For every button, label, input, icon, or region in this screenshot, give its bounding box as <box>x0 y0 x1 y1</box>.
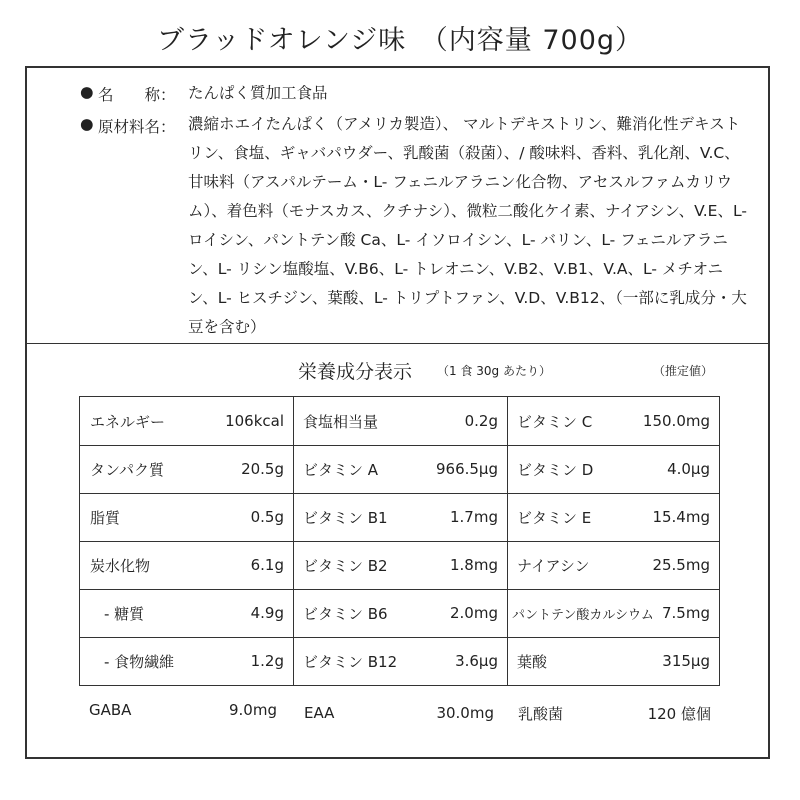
nutrient-value: 966.5μg <box>435 460 498 478</box>
nutrient-value: 6.1g <box>250 556 284 574</box>
estimated-note: （推定値） <box>653 364 714 378</box>
serving-size: （1 食 30g あたり） <box>437 364 551 378</box>
nutrient-cell <box>517 493 710 541</box>
nutrient-value: 30.0mg <box>436 704 494 722</box>
bullet-icon: ● <box>80 83 94 101</box>
nutrient-name: - 食物繊維 <box>104 652 175 671</box>
nutrient-value: 1.7mg <box>450 508 498 526</box>
nutrient-cell <box>517 637 710 685</box>
nutrient-value: 25.5mg <box>652 556 710 574</box>
nutrient-value: 0.2g <box>464 412 498 430</box>
nutrient-cell <box>90 541 284 589</box>
nutrient-value: 4.9g <box>250 604 284 622</box>
nutrient-name: パントテン酸カルシウム <box>512 607 654 623</box>
nutrient-value: 9.0mg <box>229 701 277 719</box>
nutrient-name: ビタミン B1 <box>303 508 388 527</box>
page-title: ブラッドオレンジ味 （内容量 700g） <box>156 25 644 56</box>
nutrient-cell <box>517 541 710 589</box>
nutrient-name: タンパク質 <box>90 460 164 479</box>
nutrient-value: 1.2g <box>250 652 284 670</box>
product-name-row <box>80 83 760 105</box>
nutrient-value: 150.0mg <box>642 412 710 430</box>
nutrient-value: 106kcal <box>225 412 284 430</box>
section-divider <box>25 343 770 344</box>
nutrient-cell <box>90 589 284 637</box>
nutrient-cell <box>90 445 284 493</box>
nutrient-cell <box>517 397 710 445</box>
extra-nutrient <box>304 698 494 728</box>
nutrient-name: エネルギー <box>90 412 166 431</box>
nutrient-value: 1.8mg <box>450 556 498 574</box>
nutrient-name: ナイアシン <box>517 556 590 575</box>
nutrient-name: ビタミン B6 <box>303 604 388 623</box>
extra-nutrient <box>518 698 711 728</box>
nutrient-cell <box>90 397 284 445</box>
nutrient-cell <box>90 493 284 541</box>
nutrient-value: 20.5g <box>241 460 284 478</box>
bullet-icon: ● <box>80 115 94 133</box>
ingredients-value: 濃縮ホエイたんぱく（アメリカ製造）、 マルトデキストリン、難消化性デキストリン、食塩、ギャバパウダー、乳酸菌（殺菌）、/ 酸味料、香料、乳化剤、V.C、甘味料（アスパルテーム・L- フェニルアラニン化合物、アセスルファムカリウム）、着色料（モナスカス、クチナシ）、微粒二酸化ケイ素、ナイアシン、V.E、L- ロイシン、パントテン酸 Ca、L- イソロイシン、L- バリン、L- フェニルアラニン、L- リシン塩酸塩、V.B6、L- トレオニン、V.B2、V.B1、V.A、L- メチオニン、L- ヒスチジン、葉酸、L- トリプトファン、V.D、V.B12、（一部に乳成分・大豆を含む） <box>188 115 747 336</box>
nutrient-cell <box>303 493 498 541</box>
nutrient-value: 15.4mg <box>652 508 710 526</box>
nutrient-cell <box>303 637 498 685</box>
nutrient-name: 乳酸菌 <box>518 704 564 723</box>
nutrition-heading: 栄養成分表示 <box>298 361 413 383</box>
nutrient-name: - 糖質 <box>104 604 145 623</box>
nutrient-value: 4.0μg <box>667 460 710 478</box>
nutrient-cell <box>512 589 710 637</box>
nutrition-table <box>79 396 720 686</box>
nutrient-cell <box>303 445 498 493</box>
nutrient-name: ビタミン B2 <box>303 556 388 575</box>
nutrient-name: GABA <box>89 701 132 719</box>
nutrient-value: 0.5g <box>250 508 284 526</box>
ingredients-row <box>80 110 760 342</box>
nutrient-value: 120 億個 <box>647 704 711 723</box>
nutrient-name: ビタミン A <box>303 460 379 479</box>
nutrient-name: 葉酸 <box>517 652 548 671</box>
nutrient-name: ビタミン D <box>517 460 594 479</box>
nutrient-name: 食塩相当量 <box>303 412 379 431</box>
name-value: たんぱく質加工食品 <box>188 84 328 102</box>
nutrient-name: ビタミン E <box>517 508 592 527</box>
nutrient-value: 7.5mg <box>662 604 710 622</box>
nutrient-value: 2.0mg <box>450 604 498 622</box>
ingredients-label: 原材料名： <box>98 118 176 136</box>
nutrient-cell <box>90 637 284 685</box>
name-label: 名 称： <box>98 86 176 104</box>
nutrient-name: EAA <box>304 704 335 722</box>
nutrient-name: ビタミン B12 <box>303 652 398 671</box>
nutrient-cell <box>303 397 498 445</box>
extra-nutrient <box>89 695 277 725</box>
nutrient-cell <box>303 589 498 637</box>
nutrient-cell <box>517 445 710 493</box>
nutrient-value: 3.6μg <box>455 652 498 670</box>
nutrient-name: 炭水化物 <box>90 556 151 575</box>
nutrient-name: ビタミン C <box>517 412 593 431</box>
nutrient-value: 315μg <box>662 652 710 670</box>
nutrient-cell <box>303 541 498 589</box>
nutrient-name: 脂質 <box>90 508 121 527</box>
